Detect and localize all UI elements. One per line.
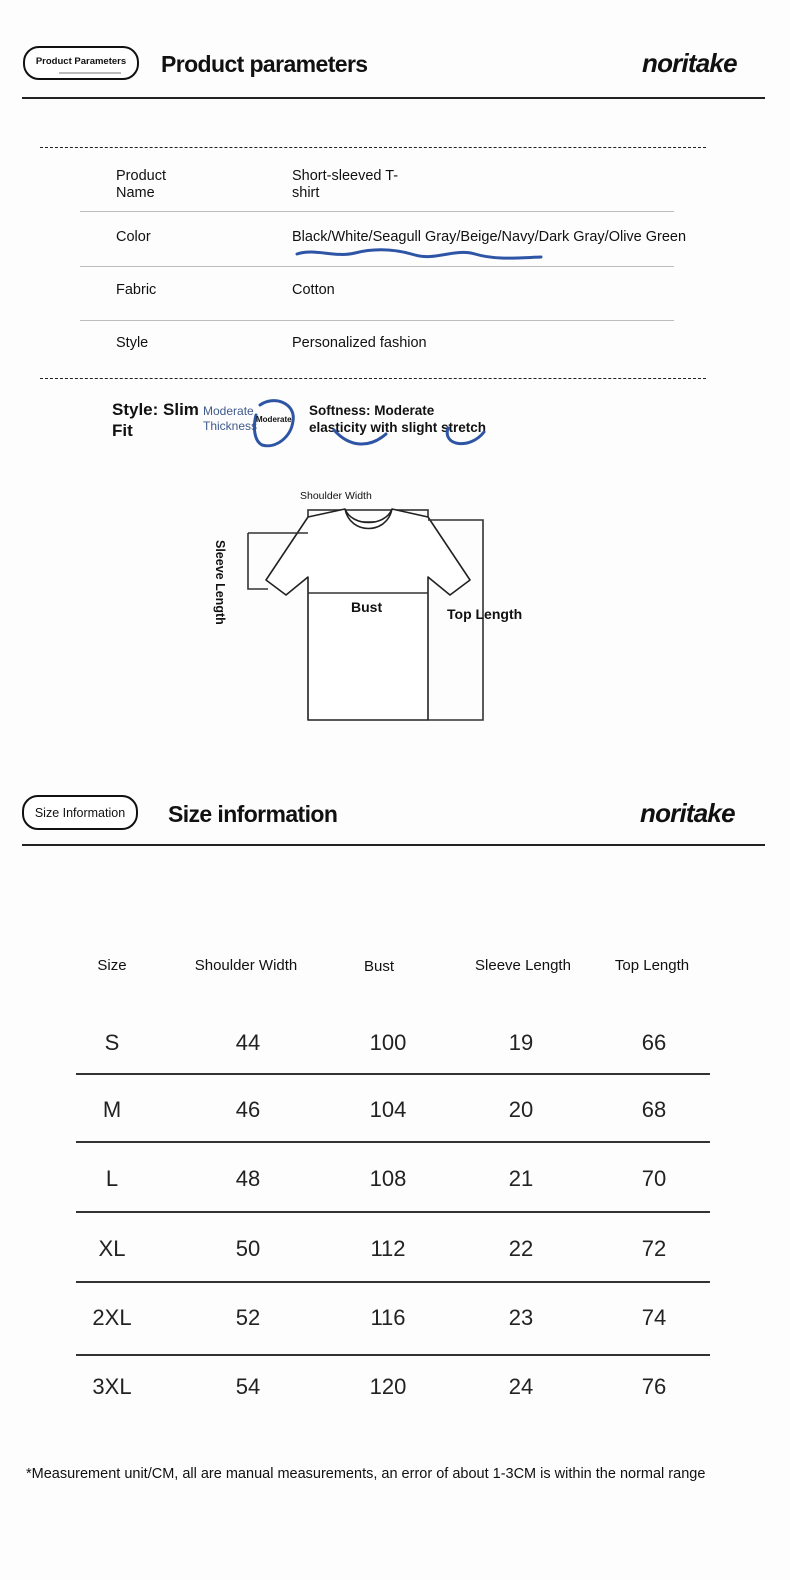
size-value-cell: 22 [508, 1236, 534, 1261]
feature-thickness: Moderate Thickness [203, 404, 258, 433]
size-row-divider [76, 1073, 710, 1075]
param-label-name: Product Name [116, 168, 166, 201]
header-divider [22, 97, 765, 99]
size-value-cell: 48 [235, 1166, 261, 1191]
size-row-divider [76, 1141, 710, 1143]
size-col-header: Bust [363, 958, 394, 975]
size-col-header: Top Length [614, 957, 690, 974]
size-value-cell: 23 [508, 1305, 534, 1330]
size-value-cell: 72 [641, 1236, 667, 1261]
size-value-cell: 120 [369, 1374, 407, 1399]
size-value-cell: 50 [235, 1236, 261, 1261]
param-row-divider [80, 266, 674, 267]
softness-scribble-icon [330, 418, 500, 452]
section-title-parameters: Product parameters [161, 51, 368, 77]
param-value-style: Personalized fashion [292, 335, 427, 351]
size-value-cell: 46 [235, 1097, 261, 1122]
feature-style: Style: Slim Fit [112, 400, 199, 440]
section-title-size: Size information [168, 801, 338, 827]
size-value-cell: 68 [641, 1097, 667, 1122]
param-value-name: Short-sleeved T-shirt [292, 168, 399, 201]
size-information-pill [22, 795, 138, 830]
size-value-cell: 100 [369, 1030, 407, 1055]
param-label-fabric: Fabric [116, 282, 157, 298]
size-value-cell: 116 [370, 1305, 406, 1330]
size-col-header: Shoulder Width [194, 957, 298, 974]
size-label-cell: L [105, 1166, 119, 1191]
size-value-cell: 19 [508, 1030, 534, 1055]
label-shoulder-width: Shoulder Width [300, 490, 372, 502]
label-bust: Bust [351, 599, 383, 615]
param-row-divider [80, 211, 674, 212]
label-sleeve-length: Sleeve Length [213, 540, 227, 625]
size-value-cell: 108 [369, 1166, 407, 1191]
measurement-footnote: *Measurement unit/CM, all are manual measurements, an error of about 1-3CM is within the normal range [26, 1466, 706, 1482]
size-col-header: Size [97, 957, 127, 974]
param-label-style: Style [116, 335, 149, 351]
brand-logo: noritake [642, 48, 737, 78]
color-underline-scribble [295, 246, 545, 262]
param-value-color: Black/White/Seagull Gray/Beige/Navy/Dark Gray/Olive Green [292, 229, 687, 245]
param-label-color: Color [116, 229, 151, 245]
size-row-divider [76, 1281, 710, 1283]
size-value-cell: 20 [508, 1097, 534, 1122]
label-top-length: Top Length [447, 606, 523, 622]
size-row-divider [76, 1354, 710, 1356]
pill-label: Product Parameters [35, 55, 127, 67]
pill-label: Size Information [34, 805, 126, 820]
pill-underline [59, 72, 121, 74]
feature-softness: Softness: Moderate elasticity with slight stretch [309, 403, 487, 435]
size-label-cell: XL [98, 1236, 126, 1261]
size-value-cell: 74 [641, 1305, 667, 1330]
size-value-cell: 76 [641, 1374, 667, 1399]
size-value-cell: 104 [369, 1097, 407, 1122]
size-value-cell: 54 [235, 1374, 261, 1399]
thickness-circle-label: Moderate [256, 415, 292, 424]
dashed-divider-top [40, 147, 706, 148]
brand-logo: noritake [640, 798, 735, 828]
dashed-divider-bottom [40, 378, 706, 379]
size-row-divider [76, 1211, 710, 1213]
param-value-fabric: Cotton [292, 282, 335, 298]
size-value-cell: 112 [370, 1236, 406, 1261]
size-value-cell: 21 [508, 1166, 534, 1191]
product-parameters-pill [23, 46, 139, 80]
thickness-circle-icon [250, 397, 298, 451]
param-row-divider [80, 320, 674, 321]
size-col-header: Sleeve Length [475, 957, 571, 974]
size-value-cell: 24 [508, 1374, 534, 1399]
header-divider [22, 844, 765, 846]
size-value-cell: 44 [235, 1030, 261, 1055]
size-label-cell: M [102, 1097, 122, 1122]
size-value-cell: 70 [641, 1166, 667, 1191]
size-value-cell: 52 [235, 1305, 261, 1330]
size-value-cell: 66 [641, 1030, 667, 1055]
size-label-cell: S [104, 1030, 120, 1055]
size-label-cell: 2XL [92, 1305, 132, 1330]
size-label-cell: 3XL [92, 1374, 132, 1399]
